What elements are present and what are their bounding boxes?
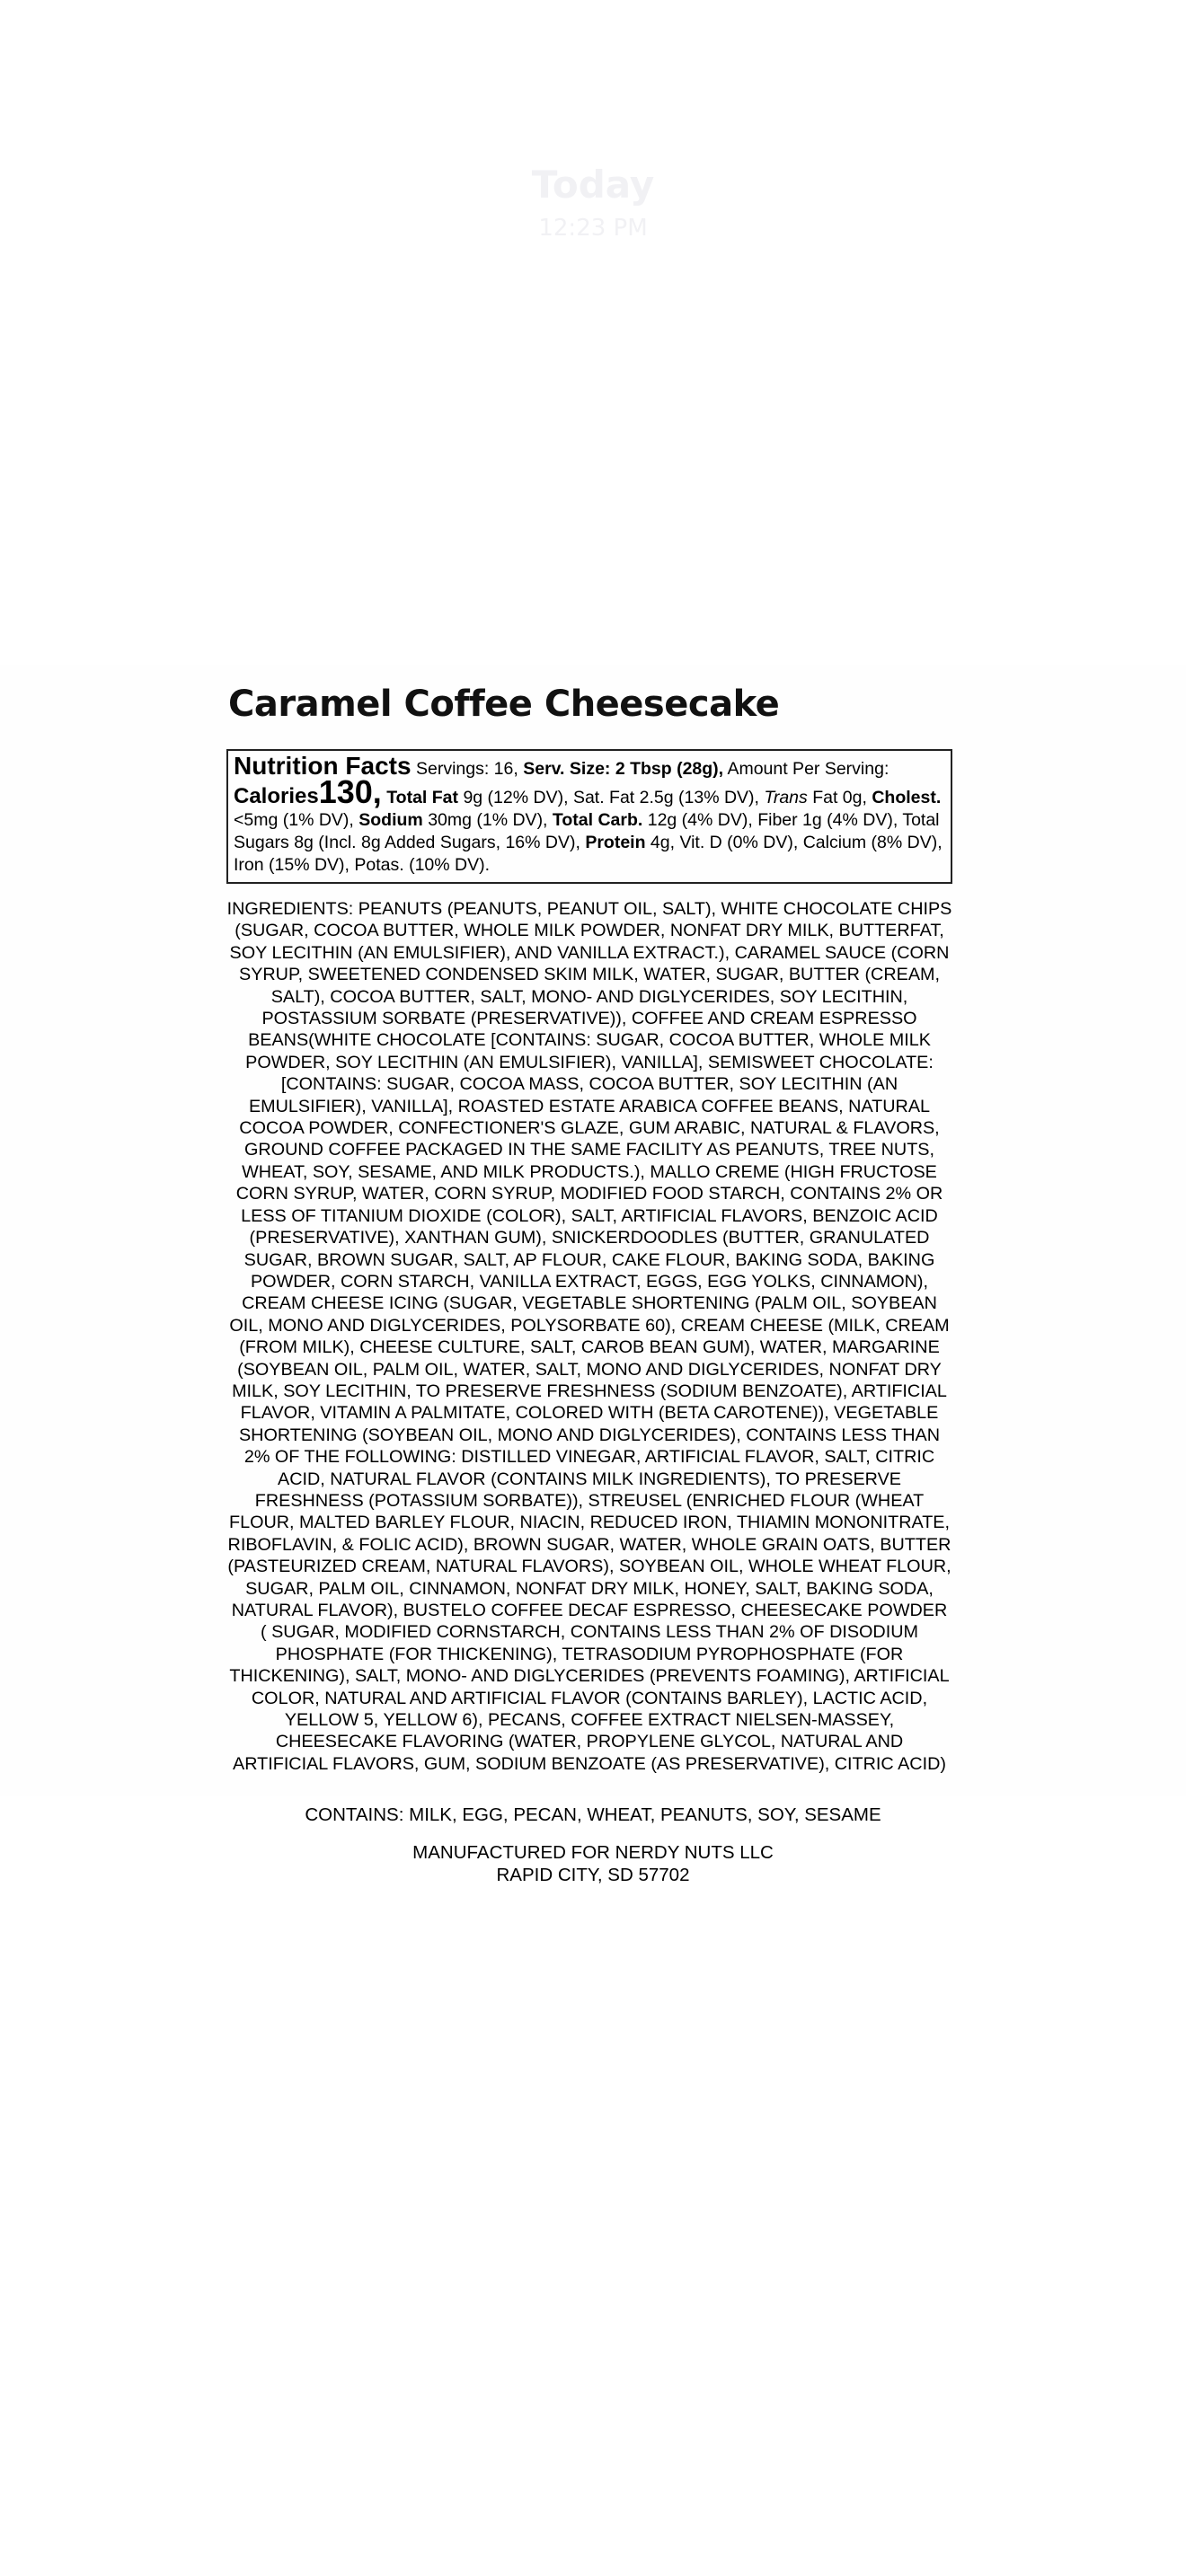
total-carb-label: Total Carb. xyxy=(552,810,643,830)
protein-label: Protein xyxy=(585,833,646,852)
trans-value: Fat 0g, xyxy=(812,788,867,807)
lock-screen-header xyxy=(0,162,1186,243)
serving-size: Serv. Size: 2 Tbsp (28g), xyxy=(523,759,724,779)
servings: Servings: 16, xyxy=(415,759,518,779)
calories-label: Calories xyxy=(234,784,319,808)
manufacturer-address: RAPID CITY, SD 57702 xyxy=(496,1865,690,1885)
calories-value: 130, xyxy=(318,773,382,810)
protein-value: 4g, Vit. D (0% DV), Calcium (8% DV), Iron (15% DV), Potas. (10% DV). xyxy=(234,833,943,875)
ingredients-text: INGREDIENTS: PEANUTS (PEANUTS, PEANUT OIL, SALT), WHITE CHOCOLATE CHIPS (SUGAR, COCOA BUTTER, WHOLE MILK POWDER, NONFAT DRY MILK, BUTTERFAT, SOY LECITHIN (AN EMULSIFIER), AND VANILLA EXTRACT.), CARAMEL SAUCE (CORN SYRUP, SWEETENED CONDENSED SKIM MILK, WATER, SUGAR, BUTTER (CREAM, SALT), COCOA BUTTER, SALT, MONO- AND DIGLYCERIDES, SOY LECITHIN, POSTASSIUM SORBATE (PRESERVATIVE)), COFFEE AND CREAM ESPRESSO BEANS(WHITE CHOCOLATE [CONTAINS: SUGAR, COCOA BUTTER, WHOLE MILK POWDER, SOY LECITHIN (AN EMULSIFIER), VANILLA], SEMISWEET CHOCOLATE: [CONTAINS: SUGAR, COCOA MASS, COCOA BUTTER, SOY LECITHIN (AN EMULSIFIER), VANILLA], ROASTED ESTATE ARABICA COFFEE BEANS, NATURAL COCOA POWDER, CONFECTIONER'S GLAZE, GUM ARABIC, NATURAL & FLAVORS, GROUND COFFEE PACKAGED IN THE SAME FACILITY AS PEANUTS, TREE NUTS, WHEAT, SOY, SESAME, AND MILK PRODUCTS.), MALLO CREME (HIGH FRUCTOSE CORN SYRUP, WATER, CORN SYRUP, MODIFIED FOOD STARCH, CONTAINS 2% OR LESS OF TITANIUM DIOXIDE (COLOR), SALT, ARTIFICIAL FLAVORS, BENZOIC ACID (PRESERVATIVE), XANTHAN GUM), SNICKERDOODLES (BUTTER, GRANULATED SUGAR, BROWN SUGAR, SALT, AP FLOUR, CAKE FLOUR, BAKING SODA, BAKING POWDER, CORN STARCH, VANILLA EXTRACT, EGGS, EGG YOLKS, CINNAMON), CREAM CHEESE ICING (SUGAR, VEGETABLE SHORTENING (PALM OIL, SOYBEAN OIL, MONO AND DIGLYCERIDES, POLYSORBATE 60), CREAM CHEESE (MILK, CREAM (FROM MILK), CHEESE CULTURE, SALT, CAROB BEAN GUM), WATER, MARGARINE (SOYBEAN OIL, PALM OIL, WATER, SALT, MONO AND DIGLYCERIDES, NONFAT DRY MILK, SOY LECITHIN, TO PRESERVE FRESHNESS (SODIUM BENZOATE), ARTIFICIAL FLAVOR, VITAMIN A PALMITATE, COLORED WITH (BETA CAROTENE)), VEGETABLE SHORTENING (SOYBEAN OIL, MONO AND DIGLYCERIDES), CONTAINS LESS THAN 2% OF THE FOLLOWING: DISTILLED VINEGAR, ARTIFICIAL FLAVOR, SALT, CITRIC ACID, NATURAL FLAVOR (CONTAINS MILK INGREDIENTS), TO PRESERVE FRESHNESS (POTASSIUM SORBATE)), STREUSEL (ENRICHED FLOUR (WHEAT FLOUR, MALTED BARLEY FLOUR, NIACIN, REDUCED IRON, THIAMIN MONONITRATE, RIBOFLAVIN, & FOLIC ACID), BROWN SUGAR, WATER, WHOLE GRAIN OATS, BUTTER (PASTEURIZED CREAM, NATURAL FLAVORS), SOYBEAN OIL, WHOLE WHEAT FLOUR, SUGAR, PALM OIL, CINNAMON, NONFAT DRY MILK, HONEY, SALT, BAKING SODA, NATURAL FLAVOR), BUSTELO COFFEE DECAF ESPRESSO, CHEESECAKE POWDER ( SUGAR, MODIFIED CORNSTARCH, CONTAINS LESS THAN 2% OF DISODIUM PHOSPHATE (FOR THICKENING), TETRASODIUM PYROPHOSPHATE (FOR THICKENING), SALT, MONO- AND DIGLYCERIDES (PREVENTS FOAMING), ARTIFICIAL COLOR, NATURAL AND ARTIFICIAL FLAVOR (CONTAINS BARLEY), LACTIC ACID, YELLOW 5, YELLOW 6), PECANS, COFFEE EXTRACT NIELSEN-MASSEY, CHEESECAKE FLAVORING (WATER, PROPYLENE GLYCOL, NATURAL AND ARTIFICIAL FLAVORS, GUM, SODIUM BENZOATE (AS PRESERVATIVE), CITRIC ACID) xyxy=(226,899,952,1774)
amount-per-serving: Amount Per Serving: xyxy=(727,759,890,779)
manufacturer-name: MANUFACTURED FOR NERDY NUTS LLC xyxy=(412,1842,774,1863)
product-title: Caramel Coffee Cheesecake xyxy=(228,684,780,725)
sodium-label: Sodium xyxy=(358,810,423,830)
label-content xyxy=(226,665,972,1775)
cholesterol-value: <5mg (1% DV), xyxy=(234,810,354,830)
product-label-card xyxy=(0,665,1186,1796)
cholesterol-label: Cholest. xyxy=(872,788,942,807)
total-fat-value: 9g (12% DV), xyxy=(463,788,569,807)
lock-screen-time: 12:23 PM xyxy=(538,215,648,242)
nutrition-facts-box xyxy=(226,749,952,884)
allergen-statement: CONTAINS: MILK, EGG, PECAN, WHEAT, PEANUTS, SOY, SESAME xyxy=(305,1804,881,1825)
lock-screen-day: Today xyxy=(531,163,655,207)
sat-fat: Sat. Fat 2.5g (13% DV), xyxy=(572,788,759,807)
sodium-value: 30mg (1% DV), xyxy=(428,810,548,830)
total-carb-value: 12g (4% DV), Fiber 1g (4% DV), Total Sugars 8g (Incl. 8g Added Sugars, 16% DV), xyxy=(234,810,940,852)
trans-label: Trans xyxy=(764,788,808,807)
nutrition-facts-heading: Nutrition Facts xyxy=(234,752,412,780)
total-fat-label: Total Fat xyxy=(386,788,459,807)
manufacturer-info xyxy=(0,1841,1186,1886)
